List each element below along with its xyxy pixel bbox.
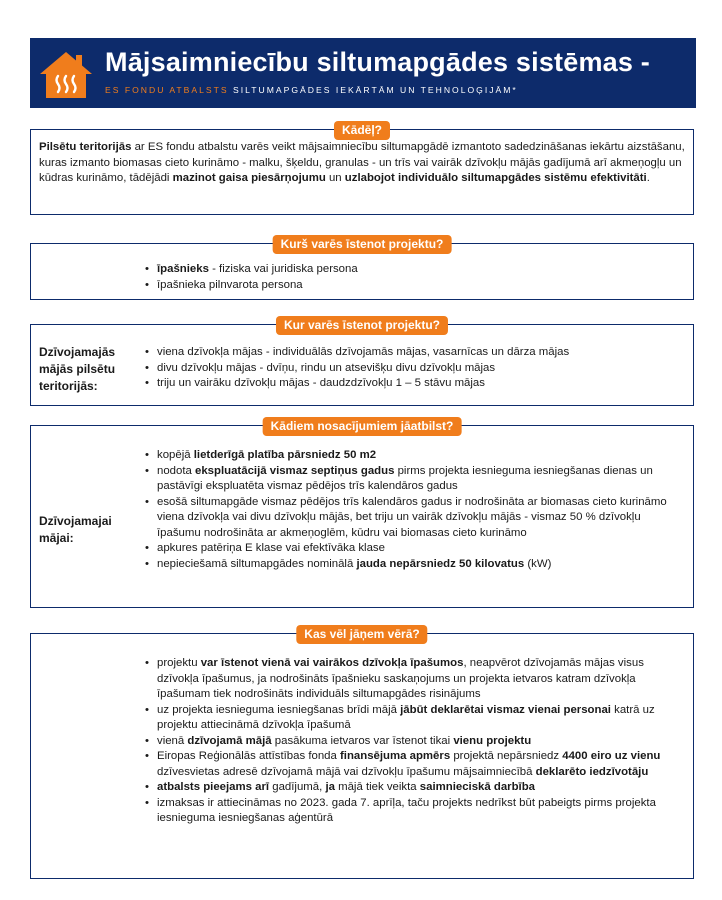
page-title: Mājsaimniecību siltumapgādes sistēmas - bbox=[105, 47, 650, 77]
text-run: Eiropas Reģionālās attīstības fonda bbox=[157, 750, 340, 762]
section-conditions bbox=[30, 419, 694, 608]
text-run: divu dzīvokļu mājas - dvīņu, rindu un atsevišķu divu dzīvokļu mājas bbox=[157, 361, 496, 374]
where-side-label: Dzīvojamajās mājās pilsētu teritorijās: bbox=[39, 345, 116, 393]
section-notes bbox=[30, 627, 694, 879]
text-run: triju un vairāku dzīvokļu mājas - daudzdzīvokļu 1 – 5 stāvu mājas bbox=[157, 377, 485, 389]
text-run: - fiziska vai juridiska persona bbox=[208, 263, 358, 275]
text-run: gadījumā, bbox=[269, 781, 326, 793]
list-item bbox=[157, 345, 687, 361]
text-run: . bbox=[646, 172, 650, 185]
text-run: projektā nepārsniedz bbox=[450, 750, 563, 762]
list-item bbox=[157, 376, 687, 392]
text-run: izmaksas ir attiecināmas no 2023. gada 7. aprīļa, taču projekts nedrīkst būt pabeigts pirms projekta iesnieguma iesniegšanas aģentūrā bbox=[157, 796, 656, 824]
list-item bbox=[157, 448, 687, 464]
bold-text: ja bbox=[325, 781, 335, 793]
bold-text: jābūt deklarētai vismaz vienai personai bbox=[400, 703, 611, 716]
list-item bbox=[157, 734, 687, 750]
section-who bbox=[30, 237, 694, 300]
text-run: pasākuma ietvaros var īstenot tikai bbox=[271, 734, 454, 747]
list-item bbox=[157, 278, 677, 294]
list-item bbox=[157, 796, 687, 827]
text-run: projektu bbox=[157, 657, 201, 669]
section-where-heading: Kur varēs īstenot projektu? bbox=[276, 316, 448, 335]
text-run: esošā siltumapgāde vismaz pēdējos trīs kalendāros gadus ir nodrošināta ar biomasas cieto kurināmo viena dzīvokļa vai divu dzīvokļu mājās, bet triju un vairāk dzīvokļu mājās - vismaz 50 % dzīvokļu īpašumu nodrošināta ar akmeņoglēm, kūdru vai biomasas cieto kurināmo bbox=[157, 495, 667, 539]
bold-text: deklarēto iedzīvotāju bbox=[535, 765, 649, 778]
list-item bbox=[157, 464, 687, 495]
text-run: pirms projekta iesnieguma iesniegšanas dienas un pastāvīgi ekspluatēta vismaz pēdējos trīs kalendāros gadus bbox=[157, 464, 653, 492]
text-run: mājā tiek veikta bbox=[334, 781, 420, 793]
list-item bbox=[157, 749, 687, 780]
bold-text: vienu projektu bbox=[453, 734, 532, 747]
conditions-side-label: Dzīvojamajai mājai: bbox=[39, 514, 112, 545]
section-where bbox=[30, 318, 694, 406]
why-paragraph bbox=[39, 140, 685, 187]
bold-text: īpašnieks bbox=[157, 263, 209, 275]
house-heat-icon bbox=[38, 50, 94, 100]
section-conditions-heading: Kādiem nosacījumiem jāatbilst? bbox=[263, 417, 462, 436]
list-item bbox=[157, 495, 687, 542]
bold-text: var īstenot vienā vai vairākos dzīvokļa īpašumos bbox=[200, 657, 464, 669]
bold-text: mazinot gaisa piesārņojumu bbox=[172, 172, 326, 185]
text-run: uz projekta iesnieguma iesniegšanas brīdi mājā bbox=[157, 703, 401, 716]
header-banner bbox=[30, 38, 696, 108]
subtitle-accent: ES FONDU ATBALSTS bbox=[105, 85, 229, 95]
text-run: , neapvērot dzīvojamās mājas visus dzīvokļa īpašumus, ja nodrošināts īpašnieku saskaņojums un projekta ietvaros katram dzīvokļa īpašumam tiek nodrošināts individuāls siltumapgādes risinājums bbox=[157, 657, 644, 700]
bold-text: 4400 eiro uz vienu bbox=[562, 750, 661, 762]
text-run: viena dzīvokļa mājas - individuālās dzīvojamās mājas, vasarnīcas un dārza mājas bbox=[157, 346, 570, 358]
bold-text: uzlabojot individuālo siltumapgādes sistēmu efektivitāti bbox=[344, 172, 647, 185]
list-item bbox=[157, 703, 687, 734]
text-run: apkures patēriņa E klase vai efektīvāka klase bbox=[157, 542, 385, 554]
bold-text: saimnieciskā darbība bbox=[419, 781, 536, 793]
text-run: kopējā bbox=[157, 449, 194, 461]
bold-text: Pilsētu teritorijās bbox=[39, 141, 132, 153]
list-item bbox=[157, 656, 687, 703]
list-item bbox=[157, 262, 677, 278]
conditions-list bbox=[143, 448, 687, 572]
list-item bbox=[157, 557, 687, 573]
bold-text: dzīvojamā mājā bbox=[187, 734, 272, 747]
section-notes-heading: Kas vēl jāņem vērā? bbox=[296, 625, 427, 644]
section-why bbox=[30, 123, 694, 215]
bold-text: ekspluatācijā vismaz septiņus gadus bbox=[195, 464, 395, 477]
list-item bbox=[157, 541, 687, 557]
text-run: un bbox=[325, 172, 345, 185]
bold-text: jauda nepārsniedz 50 kilovatus bbox=[356, 557, 525, 570]
bold-text: lietderīgā platība pārsniedz 50 m2 bbox=[193, 449, 377, 461]
section-why-heading: Kādēļ? bbox=[334, 121, 390, 140]
list-item bbox=[157, 361, 687, 377]
who-list bbox=[143, 262, 677, 293]
section-who-heading: Kurš varēs īstenot projektu? bbox=[273, 235, 452, 254]
where-list bbox=[143, 345, 687, 392]
text-run: (kW) bbox=[524, 557, 552, 570]
bold-text: finansējuma apmērs bbox=[340, 750, 451, 762]
text-run: nodota bbox=[157, 464, 196, 477]
list-item bbox=[157, 780, 687, 796]
page-subtitle bbox=[105, 85, 518, 95]
text-run: dzīvesvietas adresē dzīvojamā mājā vai dzīvokļu īpašumu mājsaimniecībā bbox=[157, 765, 536, 778]
text-run: nepieciešamā siltumapgādes nominālā bbox=[157, 557, 357, 570]
notes-list bbox=[143, 656, 687, 827]
bold-text: atbalsts pieejams arī bbox=[157, 781, 270, 793]
text-run: katrā uz projektu attiecināmā dzīvokļa īpašumā bbox=[157, 703, 655, 731]
text-run: īpašnieka pilnvarota persona bbox=[157, 278, 303, 291]
text-run: ar ES fondu atbalstu varēs veikt mājsaimniecību siltumapgādē izmantoto sadedzināšanas iekārtu aizstāšanu, kuras izmanto biomasas cieto kurināmo - malku, šķeldu, granulas - un trīs vai vairāk dzīvokļu mājās gadījumā arī akmeņogļu un kūdras kurināmo, tādējādi bbox=[39, 141, 685, 185]
text-run: vienā bbox=[157, 734, 188, 747]
subtitle-rest: SILTUMAPGĀDES IEKĀRTĀM UN TEHNOLOĢIJĀM* bbox=[228, 85, 518, 95]
